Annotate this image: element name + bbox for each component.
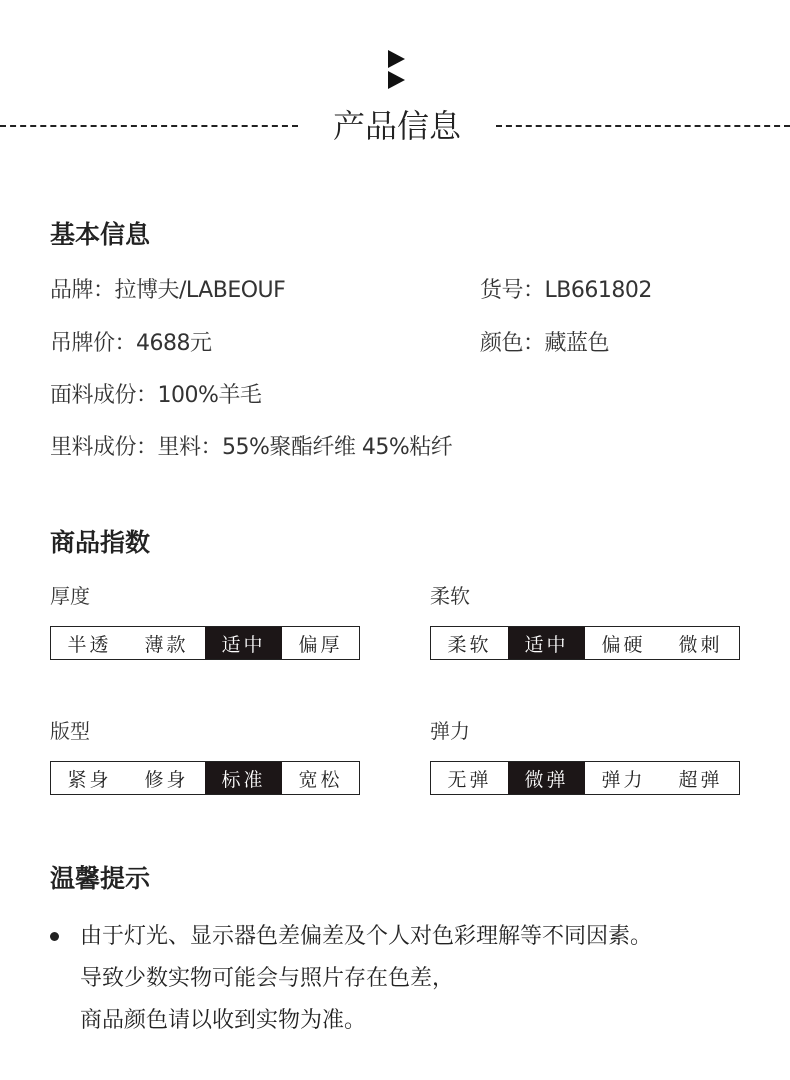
tip-line: 商品颜色请以收到实物为准。 bbox=[80, 1008, 367, 1033]
elasticity-option: 弹力 bbox=[585, 762, 662, 794]
fit-scale bbox=[50, 761, 360, 795]
page-title: 产品信息 bbox=[332, 107, 461, 145]
elasticity-scale bbox=[430, 761, 740, 795]
softness-option: 微刺 bbox=[662, 627, 739, 659]
elasticity-option: 超弹 bbox=[662, 762, 739, 794]
lining-info: 里料成份：里料：55%聚酯纤维 45%粘纤 bbox=[50, 435, 453, 460]
thickness-option: 偏厚 bbox=[282, 627, 359, 659]
fit-option: 标准 bbox=[205, 762, 282, 794]
fit-option: 修身 bbox=[128, 762, 205, 794]
brand-info: 品牌：拉博夫/LABEOUF bbox=[50, 278, 286, 303]
softness-label: 柔软 bbox=[430, 584, 470, 608]
softness-option: 适中 bbox=[508, 627, 585, 659]
elasticity-option: 微弹 bbox=[508, 762, 585, 794]
bullet-dot-icon bbox=[50, 932, 59, 941]
tips-title: 温馨提示 bbox=[50, 864, 151, 893]
dashed-divider-right bbox=[496, 125, 790, 127]
elasticity-option: 无弹 bbox=[431, 762, 508, 794]
fit-option: 宽松 bbox=[282, 762, 359, 794]
thickness-option: 半透 bbox=[51, 627, 128, 659]
fit-option: 紧身 bbox=[51, 762, 128, 794]
elasticity-label: 弹力 bbox=[430, 719, 470, 743]
thickness-option: 适中 bbox=[205, 627, 282, 659]
tip-line: 导致少数实物可能会与照片存在色差， bbox=[80, 966, 455, 991]
thickness-option: 薄款 bbox=[128, 627, 205, 659]
double-play-arrow-icon bbox=[388, 50, 406, 90]
tag-price-info: 吊牌价：4688元 bbox=[50, 331, 212, 356]
softness-option: 偏硬 bbox=[585, 627, 662, 659]
product-index-title: 商品指数 bbox=[50, 528, 151, 557]
thickness-label: 厚度 bbox=[50, 584, 90, 608]
fabric-info: 面料成份：100%羊毛 bbox=[50, 383, 262, 408]
softness-option: 柔软 bbox=[431, 627, 508, 659]
thickness-scale bbox=[50, 626, 360, 660]
fit-label: 版型 bbox=[50, 719, 90, 743]
dashed-divider-left bbox=[0, 125, 298, 127]
tip-line: 由于灯光、显示器色差偏差及个人对色彩理解等不同因素。 bbox=[80, 924, 653, 949]
basic-info-title: 基本信息 bbox=[50, 220, 151, 249]
section-header bbox=[0, 104, 790, 148]
item-number-info: 货号：LB661802 bbox=[480, 278, 652, 303]
color-info: 颜色：藏蓝色 bbox=[480, 331, 610, 356]
softness-scale bbox=[430, 626, 740, 660]
